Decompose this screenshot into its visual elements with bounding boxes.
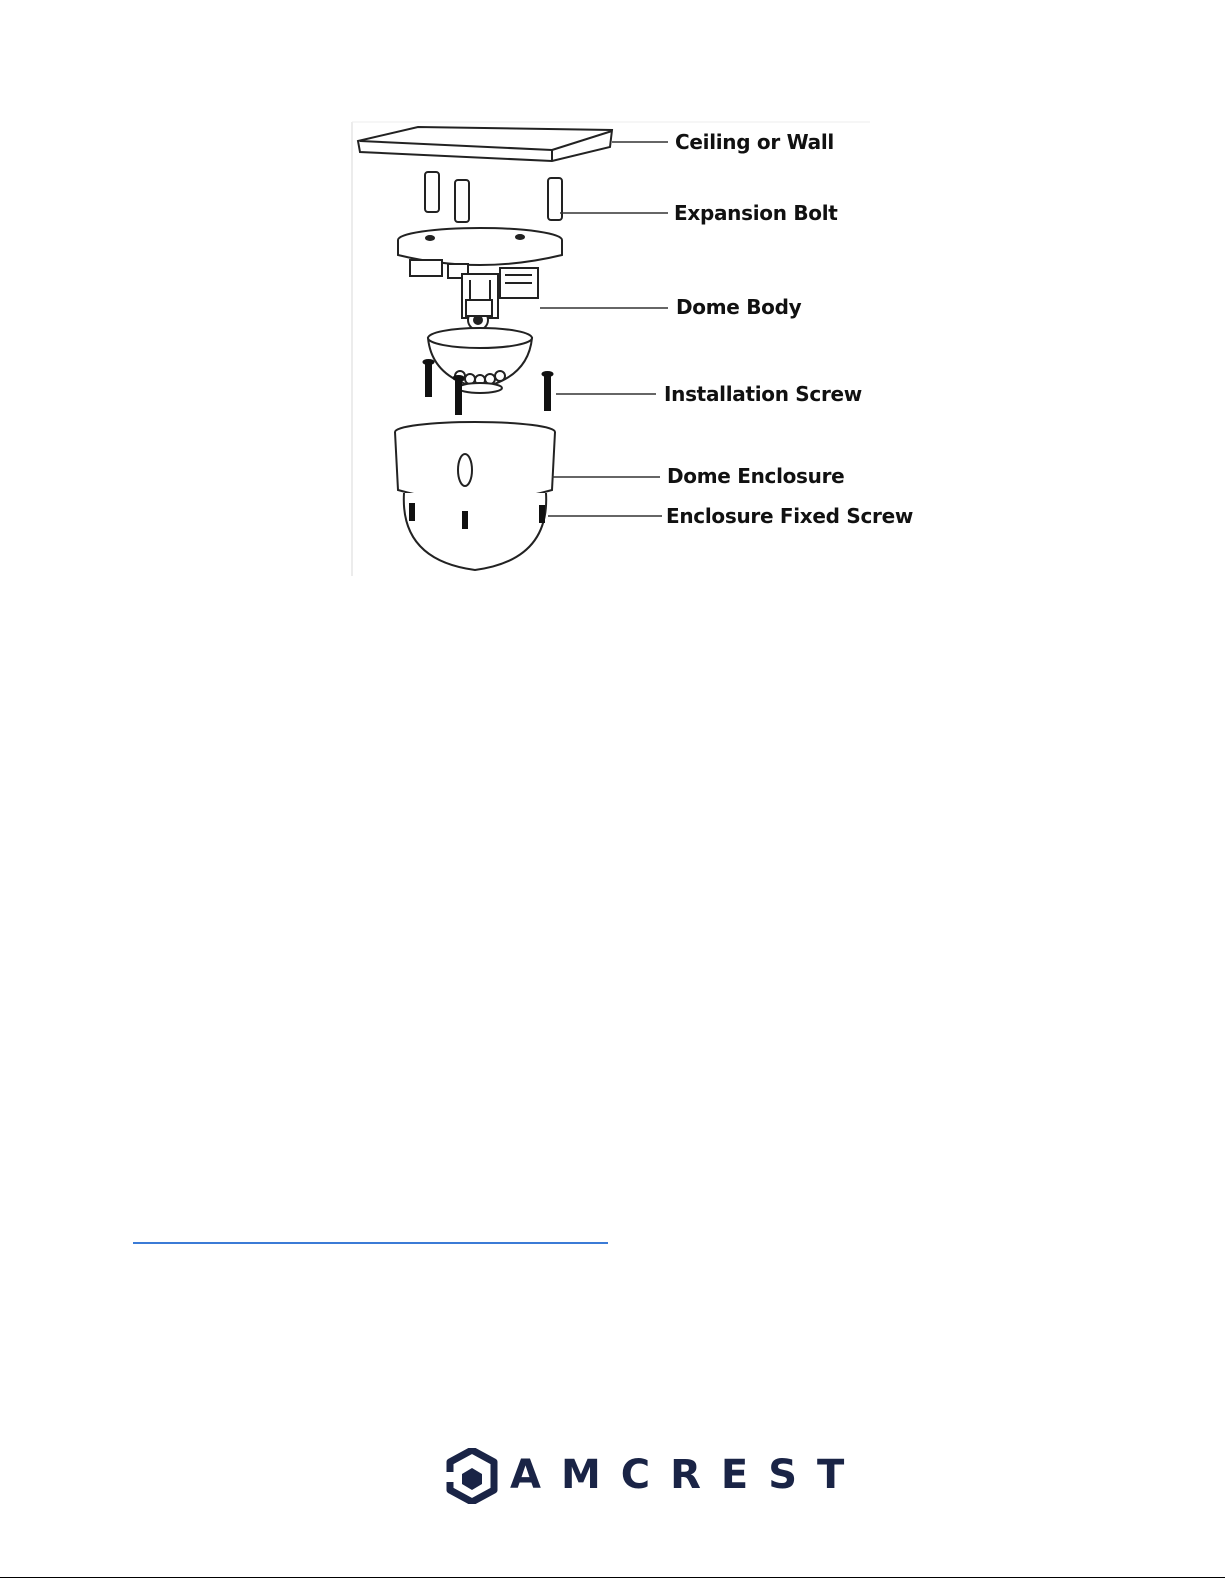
page-bottom-rule [0, 1577, 1225, 1578]
dome-enclosure [395, 422, 555, 570]
label-ceiling-or-wall: Ceiling or Wall [675, 130, 834, 154]
label-enclosure-fixed-screw: Enclosure Fixed Screw [666, 504, 914, 528]
amcrest-logo [446, 1448, 865, 1504]
expansion-bolts [425, 172, 562, 222]
dome-body [398, 228, 562, 393]
amcrest-hexagon-icon [446, 1448, 498, 1504]
ceiling-plate [358, 127, 612, 161]
amcrest-wordmark: AMCREST [510, 1452, 865, 1498]
hyperlink-underline[interactable] [133, 1242, 608, 1244]
label-dome-enclosure: Dome Enclosure [667, 464, 845, 488]
label-installation-screw: Installation Screw [664, 382, 862, 406]
label-expansion-bolt: Expansion Bolt [674, 201, 838, 225]
dome-camera-installation-diagram [0, 0, 1225, 600]
label-dome-body: Dome Body [676, 295, 802, 319]
